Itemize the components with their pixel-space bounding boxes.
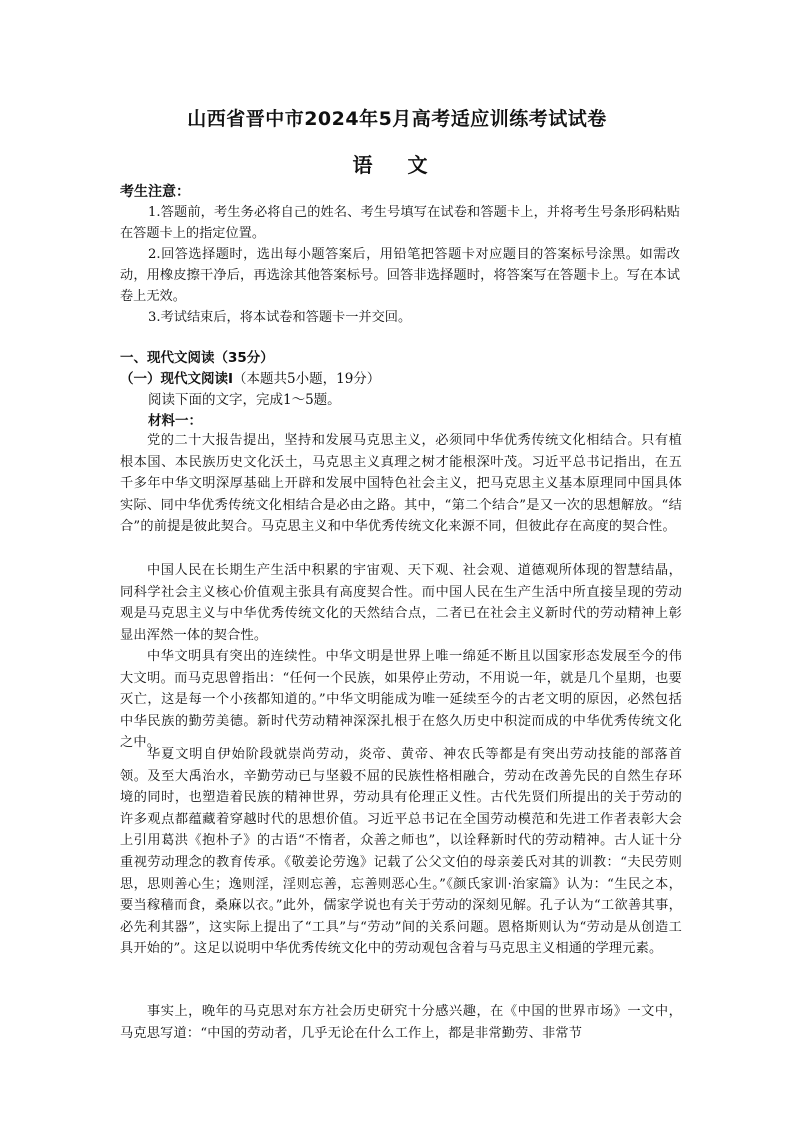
body-paragraph-2: 中国人民在长期生产生活中积累的宇宙观、天下观、社会观、道德观所体现的智慧结晶，同科学社会主义核心价值观主张具有高度契合性。而中国人民在生产生活中所直接呈现的劳动观是马克思主义与中华优秀传统文化的天然结合点，二者已在社会主义新时代的劳动精神上彰显出浑然一体的契合性。 [120,563,682,643]
reading-instruction: 阅读下面的文字，完成1～5题。 [148,392,341,408]
subsection-detail: （本题共5小题，19分） [233,371,381,387]
notes-heading: 考生注意： [120,184,190,200]
body-paragraph-3: 中华文明具有突出的连续性。中华文明是世界上唯一绵延不断且以国家形态发展至今的伟大文明。而马克思曾指出：“任何一个民族，如果停止劳动，不用说一年，就是几个星期，也要灭亡，这是每一个小孩都知道的。”中华文明能成为唯一延续至今的古老文明的原因，必然包括中华民族的勤劳美德。新时代劳动精神深深扎根于在悠久历史中积淀而成的中华优秀传统文化之中。 [120,649,682,751]
note-item-1: 1.答题前，考生务必将自己的姓名、考生号填写在试卷和答题卡上，并将考生号条形码粘贴在答题卡上的指定位置。 [120,205,680,241]
note-item-2: 2.回答选择题时，选出每小题答案后，用铅笔把答题卡对应题目的答案标号涂黑。如需改动，用橡皮擦干净后，再选涂其他答案标号。回答非选择题时，将答案写在答题卡上。写在本试卷上无效。 [120,247,680,304]
note-item-3: 3.考试结束后，将本试卷和答题卡一并交回。 [148,310,412,325]
exam-title: 山西省晋中市2024年5月高考适应训练考试试卷 [187,108,607,130]
section-heading: 一、现代文阅读（35分） [120,350,274,366]
body-paragraph-4: 华夏文明自伊始阶段就崇尚劳动，炎帝、黄帝、神农氏等都是有突出劳动技能的部落首领。及至大禹治水，辛勤劳动已与坚毅不屈的民族性格相融合，劳动在改善先民的自然生存环境的同时，也塑造着民族的精神世界，劳动具有伦理正义性。古代先贤们所提出的关于劳动的许多观点都蕴藏着穿越时代的思想价值。习近平总书记在全国劳动模范和先进工作者表彰大会上引用葛洪《抱朴子》的古语“不惰者，众善之师也”，以诠释新时代的劳动精神。古人证十分重视劳动理念的教育传承。《敬姜论劳逸》记载了公父文伯的母亲姜氏对其的训教：“夫民劳则思，思则善心生；逸则淫，淫则忘善，忘善则恶心生。”《颜氏家训·治家篇》认为：“生民之本，要当稼穑而食，桑麻以衣。”此外，儒家学说也有关于劳动的深刻见解。孔子认为“工欲善其事，必先利其器”，这实际上提出了“工具”与“劳动”间的关系问题。恩格斯则认为“劳动是从创造工具开始的”。这足以说明中华优秀传统文化中的劳动观包含着与马克思主义相通的学理元素。 [120,747,682,957]
subsection-title: （一）现代文阅读Ⅰ [120,371,234,387]
subject-title: 语 文 [352,153,442,177]
body-paragraph-1: 党的二十大报告提出，坚持和发展马克思主义，必须同中华优秀传统文化相结合。只有植根本国、本民族历史文化沃土，马克思主义真理之树才能根深叶茂。习近平总书记指出，在五千多年中华文明深厚基础上开辟和发展中国特色社会主义，把马克思主义基本原理同中国具体实际、同中华优秀传统文化相结合是必由之路。其中，“第二个结合”是又一次的思想解放。“结合”的前提是彼此契合。马克思主义和中华优秀传统文化来源不同，但彼此存在高度的契合性。 [120,433,682,535]
material-label: 材料一： [148,413,202,429]
subsection-heading [120,367,380,387]
body-paragraph-5: 事实上，晚年的马克思对东方社会历史研究十分感兴趣，在《中国的世界市场》一文中，马克思写道：“中国的劳动者，几乎无论在什么工作上，都是非常勤劳、非常节 [120,1004,682,1041]
